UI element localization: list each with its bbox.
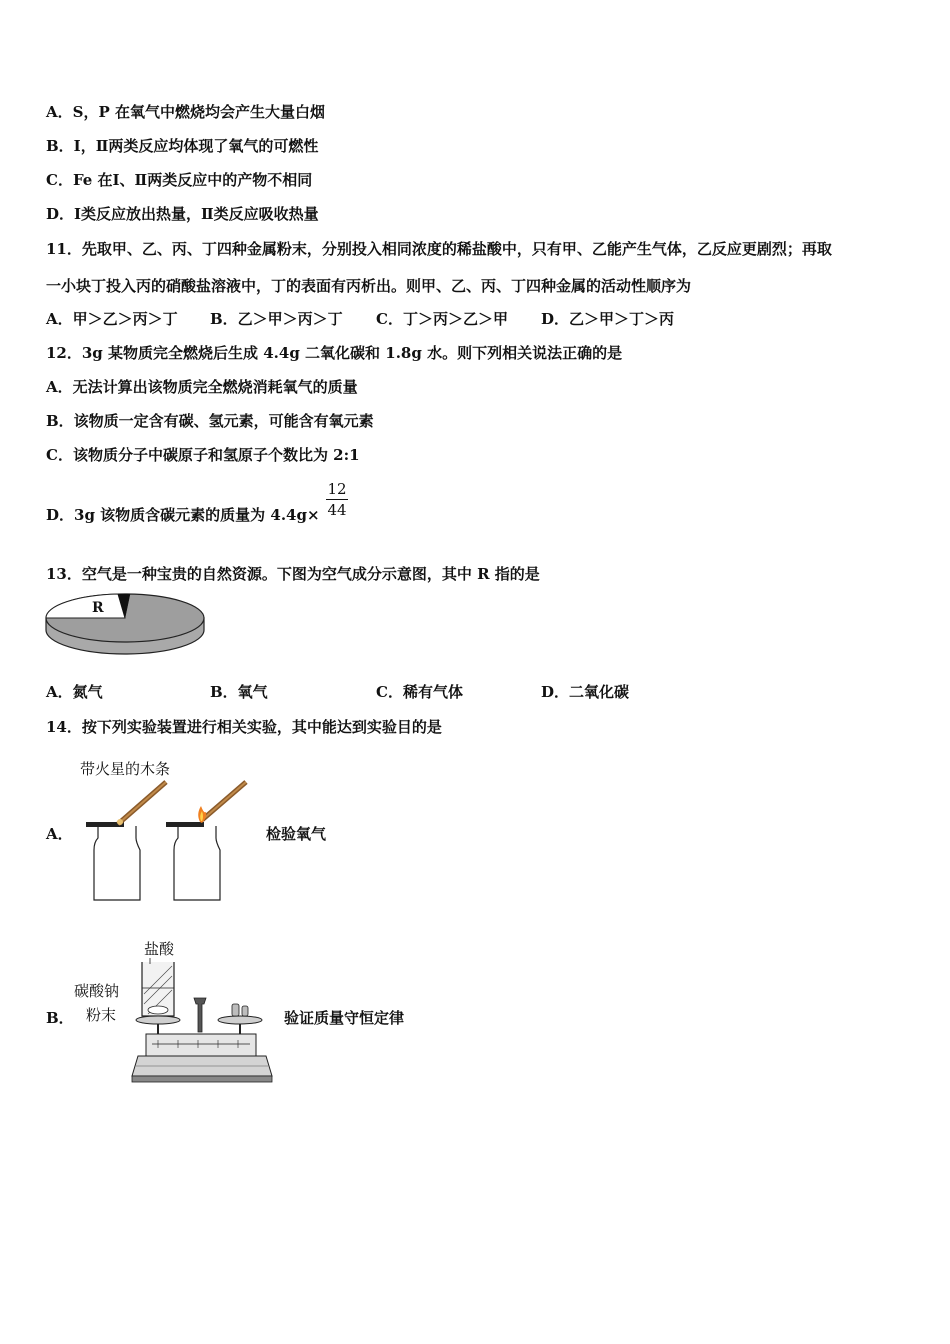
q14-stem: 14．按下列实验装置进行相关实验，其中能达到实验目的是	[46, 718, 442, 736]
oxygen-test-bottles-icon	[80, 776, 260, 906]
balance-scale-icon	[128, 958, 278, 1084]
q13-option-a: A．氮气	[46, 683, 103, 701]
q10-option-b: B．Ⅰ，Ⅱ两类反应均体现了氧气的可燃性	[46, 137, 319, 155]
fraction-numerator: 12	[327, 480, 347, 498]
pie-label-r: R	[92, 600, 104, 616]
wooden-splint-caption: 带火星的木条	[80, 760, 171, 778]
q13-stem: 13．空气是一种宝贵的自然资源。下图为空气成分示意图，其中 R 指的是	[46, 565, 540, 583]
q11-stem-line1: 11．先取甲、乙、丙、丁四种金属粉末，分别投入相同浓度的稀盐酸中，只有甲、乙能产生气体，乙反应更剧烈；再取	[46, 240, 832, 258]
q12-option-a: A．无法计算出该物质完全燃烧消耗氧气的质量	[46, 378, 358, 396]
q12-stem: 12．3g 某物质完全燃烧后生成 4.4g 二氧化碳和 1.8g 水。则下列相关说法正确的是	[46, 344, 623, 362]
q13-option-c: C．稀有气体	[376, 683, 463, 701]
q11-stem-line2: 一小块丁投入丙的硝酸盐溶液中，丁的表面有丙析出。则甲、乙、丙、丁四种金属的活动性顺序为	[46, 277, 692, 295]
q14-option-a-desc: 检验氧气	[266, 825, 327, 843]
q14-option-a-label: A．	[46, 825, 73, 843]
q10-option-c: C．Fe 在Ⅰ、Ⅱ两类反应中的产物不相同	[46, 171, 313, 189]
air-composition-pie-icon	[44, 592, 206, 656]
fraction-denominator: 44	[327, 501, 347, 519]
fraction-bar	[326, 499, 348, 500]
q10-option-d: D．Ⅰ类反应放出热量，Ⅱ类反应吸收热量	[46, 205, 319, 223]
hydrochloric-acid-caption: 盐酸	[144, 940, 175, 958]
q11-option-b: B．乙＞甲＞丙＞丁	[210, 310, 343, 328]
q12-fraction	[326, 480, 348, 519]
q12-option-d: D．3g 该物质含碳元素的质量为 4.4g×	[46, 506, 320, 524]
q12-option-c: C．该物质分子中碳原子和氢原子个数比为 2:1	[46, 446, 360, 464]
q11-option-a: A．甲＞乙＞丙＞丁	[46, 310, 178, 328]
q12-option-b: B．该物质一定含有碳、氢元素，可能含有氧元素	[46, 412, 374, 430]
powder-caption: 粉末	[86, 1006, 117, 1024]
sodium-carbonate-caption: 碳酸钠	[74, 982, 120, 1000]
q13-option-b: B．氧气	[210, 683, 268, 701]
q13-option-d: D．二氧化碳	[541, 683, 630, 701]
q10-option-a: A．S，P 在氧气中燃烧均会产生大量白烟	[46, 103, 325, 121]
q14-option-b-label: B．	[46, 1009, 74, 1027]
q11-option-d: D．乙＞甲＞丁＞丙	[541, 310, 675, 328]
q14-option-b-desc: 验证质量守恒定律	[284, 1009, 405, 1027]
q11-option-c: C．丁＞丙＞乙＞甲	[376, 310, 508, 328]
